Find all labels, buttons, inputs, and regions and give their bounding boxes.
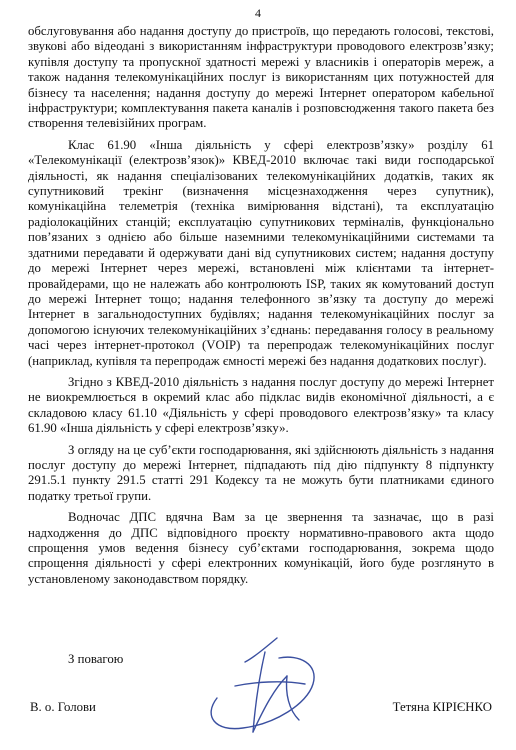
- paragraph-1: обслуговування або надання доступу до пристроїв, що передають голосові, текстові, звукові або відеодані з використанням інфраструктури проводового електрозв’язку; купівля доступу та пропускної здатності мережі у власників і операторів мереж, а також надання телекомунікаційних послуг із використанням цих потужностей для бізнесу та населення; надання доступу до мережі Інтернет оператором кабельної інфраструктури; комплектування пакета каналів і розповсюдження такого пакета без створення телевізійних програм.: [28, 24, 494, 131]
- signatory-name: Тетяна КІРІЄНКО: [392, 700, 492, 714]
- paragraph-4: З огляду на це суб’єкти господарювання, які здійснюють діяльність з надання послуг доступу до мережі Інтернет, підпадають під дію підпункту 8 підпункту 291.5.1 пункту 291.5 статті 291 Кодексу та не можуть бути платниками єдиного податку третьої групи.: [28, 442, 494, 503]
- signatory-position: В. о. Голови: [30, 700, 96, 714]
- handwritten-signature: [195, 628, 325, 738]
- paragraph-3: Згідно з КВЕД-2010 діяльність з надання послуг доступу до мережі Інтернет не виокремлюється в окремий клас або підклас видів економічної діяльності, а є складовою класу 61.10 «Діяльність у сфері проводового електрозв’язку» та класу 61.90 «Інша діяльність у сфері електрозв’язку».: [28, 374, 494, 436]
- letter-body: [28, 24, 494, 593]
- paragraph-5: Водночас ДПС вдячна Вам за це звернення та зазначає, що в разі надходження до ДПС відповідного проєкту нормативно-правового акта щодо спрощення умов ведення бізнесу суб’єктами господарювання, зокрема щодо спрощення діяльності у сфері електронних комунікацій, його буде розглянуто в установленому законодавством порядку.: [28, 510, 494, 586]
- paragraph-2: Клас 61.90 «Інша діяльність у сфері електрозв’язку» розділу 61 «Телекомунікації (електрозв’язок)» КВЕД-2010 включає такі види господарської діяльності, як надання спеціалізованих телекомунікаційних додатків, таких як супутниковий трекінг (визначення місцезнаходження через супутник), комунікаційна телеметрія (техніка вимірювання відстані), та експлуатацію радіолокаційних станцій; експлуатацію супутникових терміналів, функціонально пов’язаних з однією або більше наземними телекомунікаційними системами та здатними передавати й одержувати дані від супутникових систем; надання доступу до мережі Інтернет через мережі, встановлені між клієнтами та інтернет-провайдерами, що не належать або контролюють ISP, таких як комутований доступ до мережі Інтернет тощо; надання телефонного зв’язку та доступу до мережі Інтернет в загальнодоступних будівлях; надання телекомунікаційних послуг за допомогою існуючих телекомунікаційних з’єднань: передавання голосу в реальному часі через інтернет-протокол (VOIP) та перепродаж телекомунікаційних послуг (наприклад, купівля та перепродаж ємності мережі без надання додаткових послуг).: [28, 137, 494, 368]
- page-number: 4: [255, 6, 261, 20]
- closing-regards: З повагою: [68, 652, 124, 666]
